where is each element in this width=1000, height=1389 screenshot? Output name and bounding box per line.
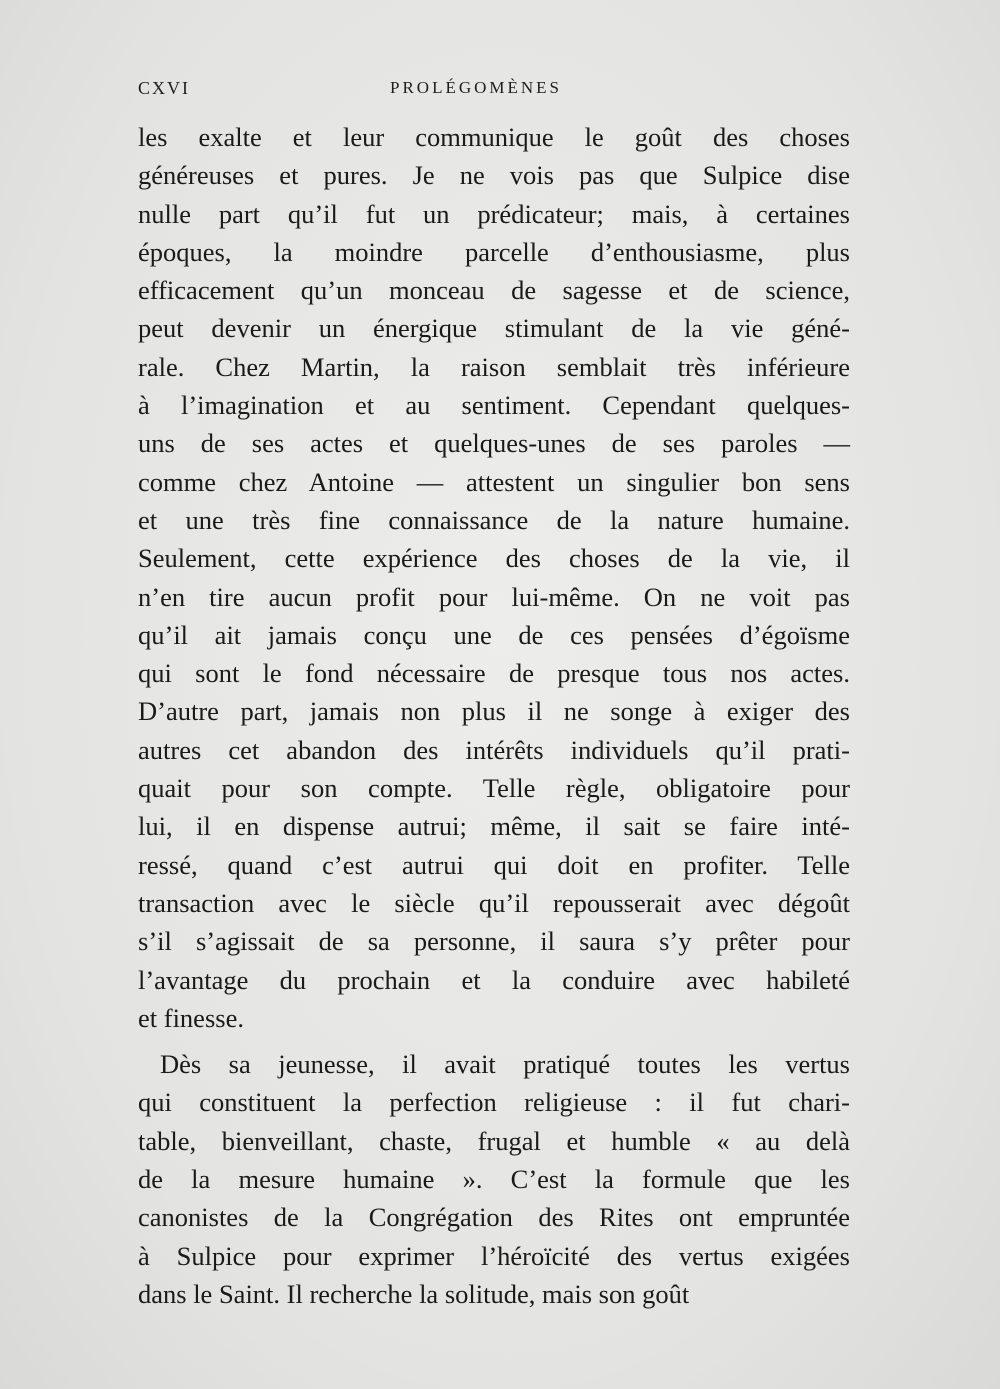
- text-line: qui sont le fond nécessaire de presque tous nos actes.: [138, 658, 850, 689]
- text-line: l’avantage du prochain et la conduire avec habileté: [138, 964, 850, 995]
- text-line: autres cet abandon des intérêts individuels qu’il prati-: [138, 734, 850, 765]
- text-line: comme chez Antoine — attestent un singulier bon sens: [138, 466, 850, 497]
- running-head: [138, 78, 848, 102]
- page-folio: CXVI: [138, 78, 190, 98]
- text-line: s’il s’agissait de sa personne, il saura s’y prêter pour: [138, 926, 850, 957]
- text-line: peut devenir un énergique stimulant de la vie géné-: [138, 313, 850, 344]
- text-line: quait pour son compte. Telle règle, obligatoire pour: [138, 773, 850, 804]
- text-line: nulle part qu’il fut un prédicateur; mais, à certaines: [138, 198, 850, 229]
- text-line: Seulement, cette expérience des choses de la vie, il: [138, 543, 850, 574]
- text-line: table, bienveillant, chaste, frugal et humble « au delà: [138, 1125, 850, 1156]
- text-line: transaction avec le siècle qu’il repousserait avec dégoût: [138, 887, 850, 918]
- text-line: D’autre part, jamais non plus il ne songe à exiger des: [138, 696, 850, 727]
- text-line: généreuses et pures. Je ne vois pas que Sulpice dise: [138, 160, 850, 191]
- text-line: qu’il ait jamais conçu une de ces pensées d’égoïsme: [138, 619, 850, 650]
- text-line: de la mesure humaine ». C’est la formule que les: [138, 1164, 850, 1195]
- running-title: PROLÉGOMÈNES: [390, 78, 563, 97]
- text-line: Dès sa jeunesse, il avait pratiqué toutes les vertus: [160, 1049, 850, 1080]
- text-line: n’en tire aucun profit pour lui-même. On ne voit pas: [138, 581, 850, 612]
- text-line: à Sulpice pour exprimer l’héroïcité des vertus exigées: [138, 1240, 850, 1271]
- text-line: dans le Saint. Il recherche la solitude, mais son goût: [138, 1278, 690, 1309]
- text-line: ressé, quand c’est autrui qui doit en profiter. Telle: [138, 849, 850, 880]
- text-line: canonistes de la Congrégation des Rites ont empruntée: [138, 1202, 850, 1233]
- text-line: rale. Chez Martin, la raison semblait très inférieure: [138, 351, 850, 382]
- text-line: et finesse.: [138, 1002, 244, 1033]
- body-text: [138, 118, 850, 1313]
- text-line: à l’imagination et au sentiment. Cependant quelques-: [138, 390, 850, 421]
- text-line: époques, la moindre parcelle d’enthousiasme, plus: [138, 236, 850, 267]
- text-line: qui constituent la perfection religieuse : il fut chari-: [138, 1087, 850, 1118]
- text-line: efficacement qu’un monceau de sagesse et de science,: [138, 275, 850, 306]
- text-line: et une très fine connaissance de la nature humaine.: [138, 504, 850, 535]
- text-line: lui, il en dispense autrui; même, il sait se faire inté-: [138, 811, 850, 842]
- paragraph: [138, 1045, 850, 1313]
- text-line: les exalte et leur communique le goût des choses: [138, 122, 850, 152]
- text-line: uns de ses actes et quelques-unes de ses paroles —: [138, 428, 850, 459]
- paragraph: [138, 118, 850, 1037]
